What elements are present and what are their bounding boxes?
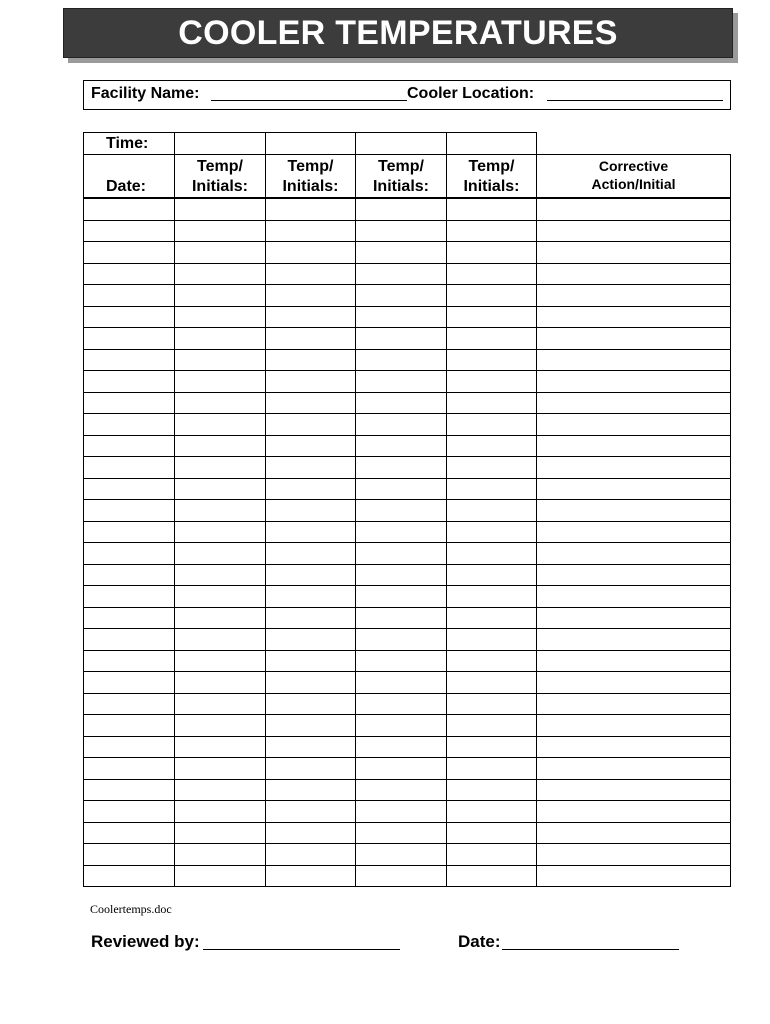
temp-2-cell[interactable] [265,779,356,801]
time-label: Time: [106,135,149,152]
temp-2-cell[interactable] [265,714,356,737]
date-cell[interactable] [83,650,175,672]
temp-4-cell[interactable] [446,650,537,672]
date-cell[interactable] [83,628,175,651]
corrective-action-cell[interactable] [536,564,731,586]
temp-2-cell[interactable] [265,757,356,780]
temp-1-cell[interactable] [174,370,266,393]
date-cell[interactable] [83,370,175,393]
temp-1-cell[interactable] [174,327,266,350]
date-cell[interactable] [83,327,175,350]
temp-4-cell[interactable] [446,478,537,500]
facility-name-label: Facility Name: [91,85,200,102]
temp-1-cell[interactable] [174,800,266,823]
temp-2-cell[interactable] [265,263,356,285]
date-cell[interactable] [83,714,175,737]
date-cell[interactable] [83,693,175,715]
temp-3-cell[interactable] [355,499,447,522]
temp-4-cell[interactable] [446,370,537,393]
initials-header-2: Initials: [282,178,339,195]
temp-2-cell[interactable] [265,435,356,457]
corrective-action-cell[interactable] [536,671,731,694]
temp-1-cell[interactable] [174,650,266,672]
cooler-location-field[interactable] [547,100,723,101]
temp-2-cell[interactable] [265,499,356,522]
temp-3-cell[interactable] [355,392,447,414]
temp-3-cell[interactable] [355,693,447,715]
corrective-header-line1: Corrective [598,158,669,174]
initials-header-3: Initials: [372,178,429,195]
corrective-action-cell[interactable] [536,456,731,479]
temp-2-cell[interactable] [265,392,356,414]
corrective-action-cell[interactable] [536,628,731,651]
date-cell[interactable] [83,843,175,866]
date-cell[interactable] [83,392,175,414]
date-cell[interactable] [83,671,175,694]
date-cell[interactable] [83,499,175,522]
temp-1-cell[interactable] [174,263,266,285]
temp-4-cell[interactable] [446,736,537,758]
temp-3-cell[interactable] [355,607,447,629]
corrective-action-cell[interactable] [536,327,731,350]
temp-3-cell[interactable] [355,370,447,393]
temp-4-cell[interactable] [446,263,537,285]
temp-1-cell[interactable] [174,220,266,242]
temp-4-cell[interactable] [446,607,537,629]
temp-3-cell[interactable] [355,542,447,565]
temp-2-cell[interactable] [265,843,356,866]
initials-header-4: Initials: [463,178,520,195]
corrective-action-cell[interactable] [536,392,731,414]
temp-2-cell[interactable] [265,628,356,651]
temp-1-cell[interactable] [174,736,266,758]
corrective-action-header-cell [536,154,731,199]
temp-header-3: Temp/ [378,158,424,175]
corrective-action-cell[interactable] [536,478,731,500]
temp-2-cell[interactable] [265,478,356,500]
temp-3-cell[interactable] [355,628,447,651]
corrective-action-cell[interactable] [536,822,731,844]
temp-4-cell[interactable] [446,843,537,866]
temp-3-cell[interactable] [355,413,447,436]
facility-info-box [83,80,731,110]
temp-3-cell[interactable] [355,220,447,242]
corrective-action-cell[interactable] [536,284,731,307]
date-cell[interactable] [83,542,175,565]
corrective-action-cell[interactable] [536,370,731,393]
temp-3-cell[interactable] [355,564,447,586]
temp-3-cell[interactable] [355,349,447,371]
temp-4-cell[interactable] [446,822,537,844]
corrective-action-cell[interactable] [536,757,731,780]
temp-4-cell[interactable] [446,392,537,414]
corrective-action-cell[interactable] [536,220,731,242]
temp-4-cell[interactable] [446,564,537,586]
temp-2-cell[interactable] [265,284,356,307]
temp-2-cell[interactable] [265,241,356,264]
corrective-action-cell[interactable] [536,241,731,264]
temp-1-cell[interactable] [174,284,266,307]
temp-1-cell[interactable] [174,392,266,414]
temp-2-cell[interactable] [265,521,356,543]
date-cell[interactable] [83,779,175,801]
corrective-action-cell[interactable] [536,263,731,285]
temp-1-cell[interactable] [174,521,266,543]
temp-2-cell[interactable] [265,693,356,715]
time-input-2[interactable] [265,132,356,155]
temp-2-cell[interactable] [265,736,356,758]
temp-1-cell[interactable] [174,241,266,264]
temp-header-cell-2 [265,154,356,199]
temp-header-cell-3 [355,154,447,199]
temp-2-cell[interactable] [265,607,356,629]
reviewed-by-label: Reviewed by: [91,932,200,951]
temp-3-cell[interactable] [355,822,447,844]
temp-4-cell[interactable] [446,671,537,694]
time-input-3[interactable] [355,132,447,155]
temp-1-cell[interactable] [174,865,266,887]
temp-3-cell[interactable] [355,779,447,801]
temp-4-cell[interactable] [446,220,537,242]
temp-1-cell[interactable] [174,349,266,371]
date-cell[interactable] [83,800,175,823]
temp-4-cell[interactable] [446,413,537,436]
date-header: Date: [106,178,147,195]
temp-4-cell[interactable] [446,628,537,651]
temp-1-cell[interactable] [174,198,266,221]
temp-4-cell[interactable] [446,284,537,307]
date-cell[interactable] [83,564,175,586]
temp-2-cell[interactable] [265,327,356,350]
temp-4-cell[interactable] [446,241,537,264]
temp-1-cell[interactable] [174,714,266,737]
time-label-cell [83,132,175,155]
date-header-cell [83,154,175,199]
temp-3-cell[interactable] [355,650,447,672]
footer-date-field[interactable] [502,949,679,950]
temp-4-cell[interactable] [446,349,537,371]
temp-header-2: Temp/ [287,158,334,175]
temp-3-cell[interactable] [355,671,447,694]
cooler-location-label: Cooler Location: [407,85,535,102]
temp-4-cell[interactable] [446,757,537,780]
date-cell[interactable] [83,284,175,307]
corrective-action-cell[interactable] [536,349,731,371]
temp-3-cell[interactable] [355,435,447,457]
temp-1-cell[interactable] [174,671,266,694]
temp-1-cell[interactable] [174,757,266,780]
corrective-action-cell[interactable] [536,693,731,715]
date-cell[interactable] [83,263,175,285]
corrective-action-cell[interactable] [536,779,731,801]
date-cell[interactable] [83,736,175,758]
temp-1-cell[interactable] [174,843,266,866]
corrective-header-line2: Action/Initial [591,176,676,192]
facility-name-field[interactable] [211,100,407,101]
temp-3-cell[interactable] [355,800,447,823]
temp-2-cell[interactable] [265,542,356,565]
temp-4-cell[interactable] [446,865,537,887]
corrective-action-cell[interactable] [536,306,731,328]
temp-4-cell[interactable] [446,198,537,221]
temp-1-cell[interactable] [174,542,266,565]
temp-2-cell[interactable] [265,370,356,393]
date-cell[interactable] [83,822,175,844]
temp-2-cell[interactable] [265,800,356,823]
temp-2-cell[interactable] [265,822,356,844]
temp-1-cell[interactable] [174,585,266,608]
temp-3-cell[interactable] [355,757,447,780]
temp-2-cell[interactable] [265,220,356,242]
corrective-action-cell[interactable] [536,865,731,887]
corrective-action-cell[interactable] [536,198,731,221]
temp-3-cell[interactable] [355,198,447,221]
date-cell[interactable] [83,478,175,500]
temp-3-cell[interactable] [355,456,447,479]
temp-3-cell[interactable] [355,306,447,328]
temp-1-cell[interactable] [174,435,266,457]
temp-3-cell[interactable] [355,284,447,307]
temp-4-cell[interactable] [446,521,537,543]
temp-1-cell[interactable] [174,478,266,500]
temp-3-cell[interactable] [355,327,447,350]
page-title: COOLER TEMPERATURES [63,8,733,58]
temp-2-cell[interactable] [265,456,356,479]
temp-1-cell[interactable] [174,822,266,844]
temp-2-cell[interactable] [265,349,356,371]
date-cell[interactable] [83,607,175,629]
date-cell[interactable] [83,585,175,608]
temp-2-cell[interactable] [265,585,356,608]
temp-1-cell[interactable] [174,607,266,629]
temp-4-cell[interactable] [446,435,537,457]
temp-2-cell[interactable] [265,306,356,328]
corrective-action-cell[interactable] [536,843,731,866]
temp-3-cell[interactable] [355,478,447,500]
temp-2-cell[interactable] [265,671,356,694]
temp-3-cell[interactable] [355,736,447,758]
corrective-action-cell[interactable] [536,714,731,737]
date-cell[interactable] [83,435,175,457]
temp-1-cell[interactable] [174,564,266,586]
corrective-action-cell[interactable] [536,499,731,522]
temp-4-cell[interactable] [446,585,537,608]
temp-header-1: Temp/ [197,158,243,175]
corrective-action-cell[interactable] [536,413,731,436]
document-filename: Coolertemps.doc [90,902,172,916]
temp-header-4: Temp/ [468,158,515,175]
corrective-action-cell[interactable] [536,800,731,823]
date-cell[interactable] [83,306,175,328]
temp-4-cell[interactable] [446,327,537,350]
temp-4-cell[interactable] [446,306,537,328]
temp-3-cell[interactable] [355,521,447,543]
corrective-action-cell[interactable] [536,542,731,565]
corrective-action-cell[interactable] [536,607,731,629]
temp-4-cell[interactable] [446,499,537,522]
temp-2-cell[interactable] [265,865,356,887]
temp-2-cell[interactable] [265,413,356,436]
date-cell[interactable] [83,220,175,242]
temp-1-cell[interactable] [174,499,266,522]
date-cell[interactable] [83,757,175,780]
reviewed-by-field[interactable] [203,949,400,950]
temp-2-cell[interactable] [265,564,356,586]
temp-1-cell[interactable] [174,413,266,436]
temp-1-cell[interactable] [174,693,266,715]
corrective-action-cell[interactable] [536,585,731,608]
corrective-action-cell[interactable] [536,736,731,758]
corrective-action-cell[interactable] [536,435,731,457]
temp-3-cell[interactable] [355,241,447,264]
corrective-action-cell[interactable] [536,521,731,543]
temp-3-cell[interactable] [355,865,447,887]
temp-4-cell[interactable] [446,693,537,715]
date-cell[interactable] [83,349,175,371]
temp-1-cell[interactable] [174,628,266,651]
footer-date-label: Date: [458,932,501,951]
temp-3-cell[interactable] [355,585,447,608]
temp-4-cell[interactable] [446,714,537,737]
temp-2-cell[interactable] [265,650,356,672]
temp-1-cell[interactable] [174,306,266,328]
temp-header-cell-4 [446,154,537,199]
time-input-1[interactable] [174,132,266,155]
corrective-action-cell[interactable] [536,650,731,672]
date-cell[interactable] [83,198,175,221]
temp-4-cell[interactable] [446,456,537,479]
temp-1-cell[interactable] [174,456,266,479]
temp-4-cell[interactable] [446,542,537,565]
temp-header-cell-1 [174,154,266,199]
date-cell[interactable] [83,241,175,264]
date-cell[interactable] [83,521,175,543]
temp-2-cell[interactable] [265,198,356,221]
date-cell[interactable] [83,413,175,436]
time-input-4[interactable] [446,132,537,155]
date-cell[interactable] [83,865,175,887]
date-cell[interactable] [83,456,175,479]
temp-3-cell[interactable] [355,843,447,866]
temp-3-cell[interactable] [355,714,447,737]
initials-header-1: Initials: [191,178,248,195]
temp-4-cell[interactable] [446,779,537,801]
temp-3-cell[interactable] [355,263,447,285]
temp-1-cell[interactable] [174,779,266,801]
temp-4-cell[interactable] [446,800,537,823]
